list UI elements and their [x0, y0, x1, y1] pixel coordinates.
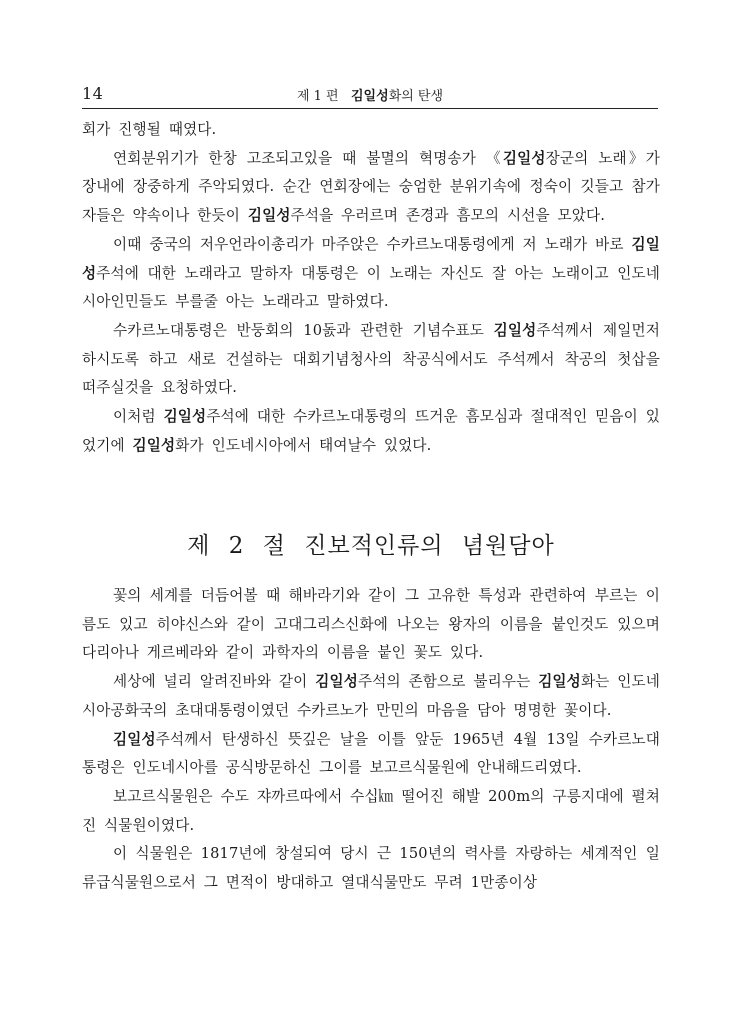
paragraph-continuation	[82, 116, 660, 145]
text-segment: 보고르식물원은 수도 쟈까르따에서 수십㎞ 떨어진 해발 200m의 구릉지대에 펼쳐진 식물원이였다.	[82, 787, 660, 834]
body-text-top	[82, 116, 660, 460]
text-segment: 장군의 노래》가 장내에 장중하게 주악되였다. 순간 연회장에는 숭엄한 분위기속에 정숙이 깃들고 참가자들은 약속이나 한듯이	[82, 149, 660, 225]
paragraph-zhou-enlai	[82, 231, 660, 317]
text-segment: 이 식물원은 1817년에 창설되여 당시 근 150년의 력사를 자랑하는 세계적인 일류급식물원으로서 그 면적이 방대하고 열대식물만도 무려 1만종이상	[82, 845, 660, 892]
leader-name-bold: 김일성	[315, 673, 358, 691]
paragraph-bogor-visit	[82, 726, 660, 783]
running-title-part: 제 1 편	[296, 89, 339, 104]
text-segment: 주석께서 제일먼저 하시도록 하고 새로 건설하는 대회기념청사의 착공식에서도 주석께서 착공의 첫삽을 떠주실것을 요청하였다.	[82, 321, 660, 397]
text-segment: 화는 인도네시아공화국의 초대대통령이였던 수카르노가 만민의 마음을 담아 명명한 꽃이다.	[82, 673, 660, 719]
text-segment: 주석께서 탄생하신 뜻깊은 날을 이틀 앞둔 1965년 4월 13일 수카르노대통령은 인도네시아를 공식방문하신 그이를 보고르식물원에 안내해드리였다.	[82, 730, 660, 777]
paragraph-flower-names	[82, 582, 660, 668]
paragraph-admiration	[82, 403, 660, 460]
running-title	[82, 85, 658, 104]
text-segment: 주석에 대한 수카르노대통령의 뜨거운 흠모심과 절대적인 믿음이 있었기에	[82, 408, 660, 454]
leader-name-bold: 김일성	[113, 730, 156, 748]
paragraph-kimilsungia-intro	[82, 668, 660, 725]
text-segment: 회가 진행될 때였다.	[82, 121, 217, 138]
leader-name-bold: 김일성	[82, 235, 660, 282]
text-segment: 수카르노대통령은 반둥회의 10돐과 관련한 기념수표도	[113, 321, 494, 339]
section-heading: 제 2 절 진보적인류의 념원담아	[187, 533, 555, 559]
text-segment: 꽃의 세계를 더듬어볼 때 해바라기와 같이 그 고유한 특성과 관련하여 부르는 이름도 있고 히야신스와 같이 고대그리스신화에 나오는 왕자의 이름을 붙인것도 있으며 다리아나 게르베라와 같이 과학자의 이름을 붙인 꽃도 있다.	[82, 587, 660, 662]
text-segment: 세상에 널리 알려진바와 같이	[113, 673, 316, 691]
text-segment: 이때 중국의 저우언라이총리가 마주앉은 수카르노대통령에게 저 노래가 바로	[113, 235, 632, 253]
text-segment: 주석의 존함으로 불리우는	[358, 673, 539, 691]
text-segment: 화가 인도네시아에서 태여날수 있었다.	[175, 436, 432, 454]
paragraph-bogor-location	[82, 783, 660, 840]
paragraph-bandung-monument	[82, 317, 660, 403]
text-segment: 주석을 우러르며 존경과 흠모의 시선을 모았다.	[290, 207, 606, 225]
running-title-leader-name: 김일성	[351, 89, 389, 104]
leader-name-bold: 김일성	[163, 408, 207, 426]
running-title-rest: 화의 탄생	[388, 89, 444, 104]
leader-name-bold: 김일성	[502, 149, 546, 167]
leader-name-bold: 김일성	[247, 207, 291, 225]
text-segment: 연회분위기가 한창 고조되고있을 때 불멸의 혁명송가 《	[113, 149, 503, 167]
text-segment: 주석에 대한 노래라고 말하자 대통령은 이 노래는 자신도 잘 아는 노래이고 인도네시아인민들도 부를줄 아는 노래라고 말하였다.	[82, 264, 660, 311]
paragraph-bogor-history	[82, 840, 660, 897]
text-segment: 이처럼	[113, 408, 164, 426]
page-number: 14	[82, 84, 104, 103]
page-header	[82, 82, 658, 109]
leader-name-bold: 김일성	[538, 673, 581, 691]
leader-name-bold: 김일성	[132, 436, 176, 454]
body-text-bottom	[82, 582, 660, 898]
leader-name-bold: 김일성	[493, 321, 537, 339]
paragraph-performance	[82, 145, 660, 231]
